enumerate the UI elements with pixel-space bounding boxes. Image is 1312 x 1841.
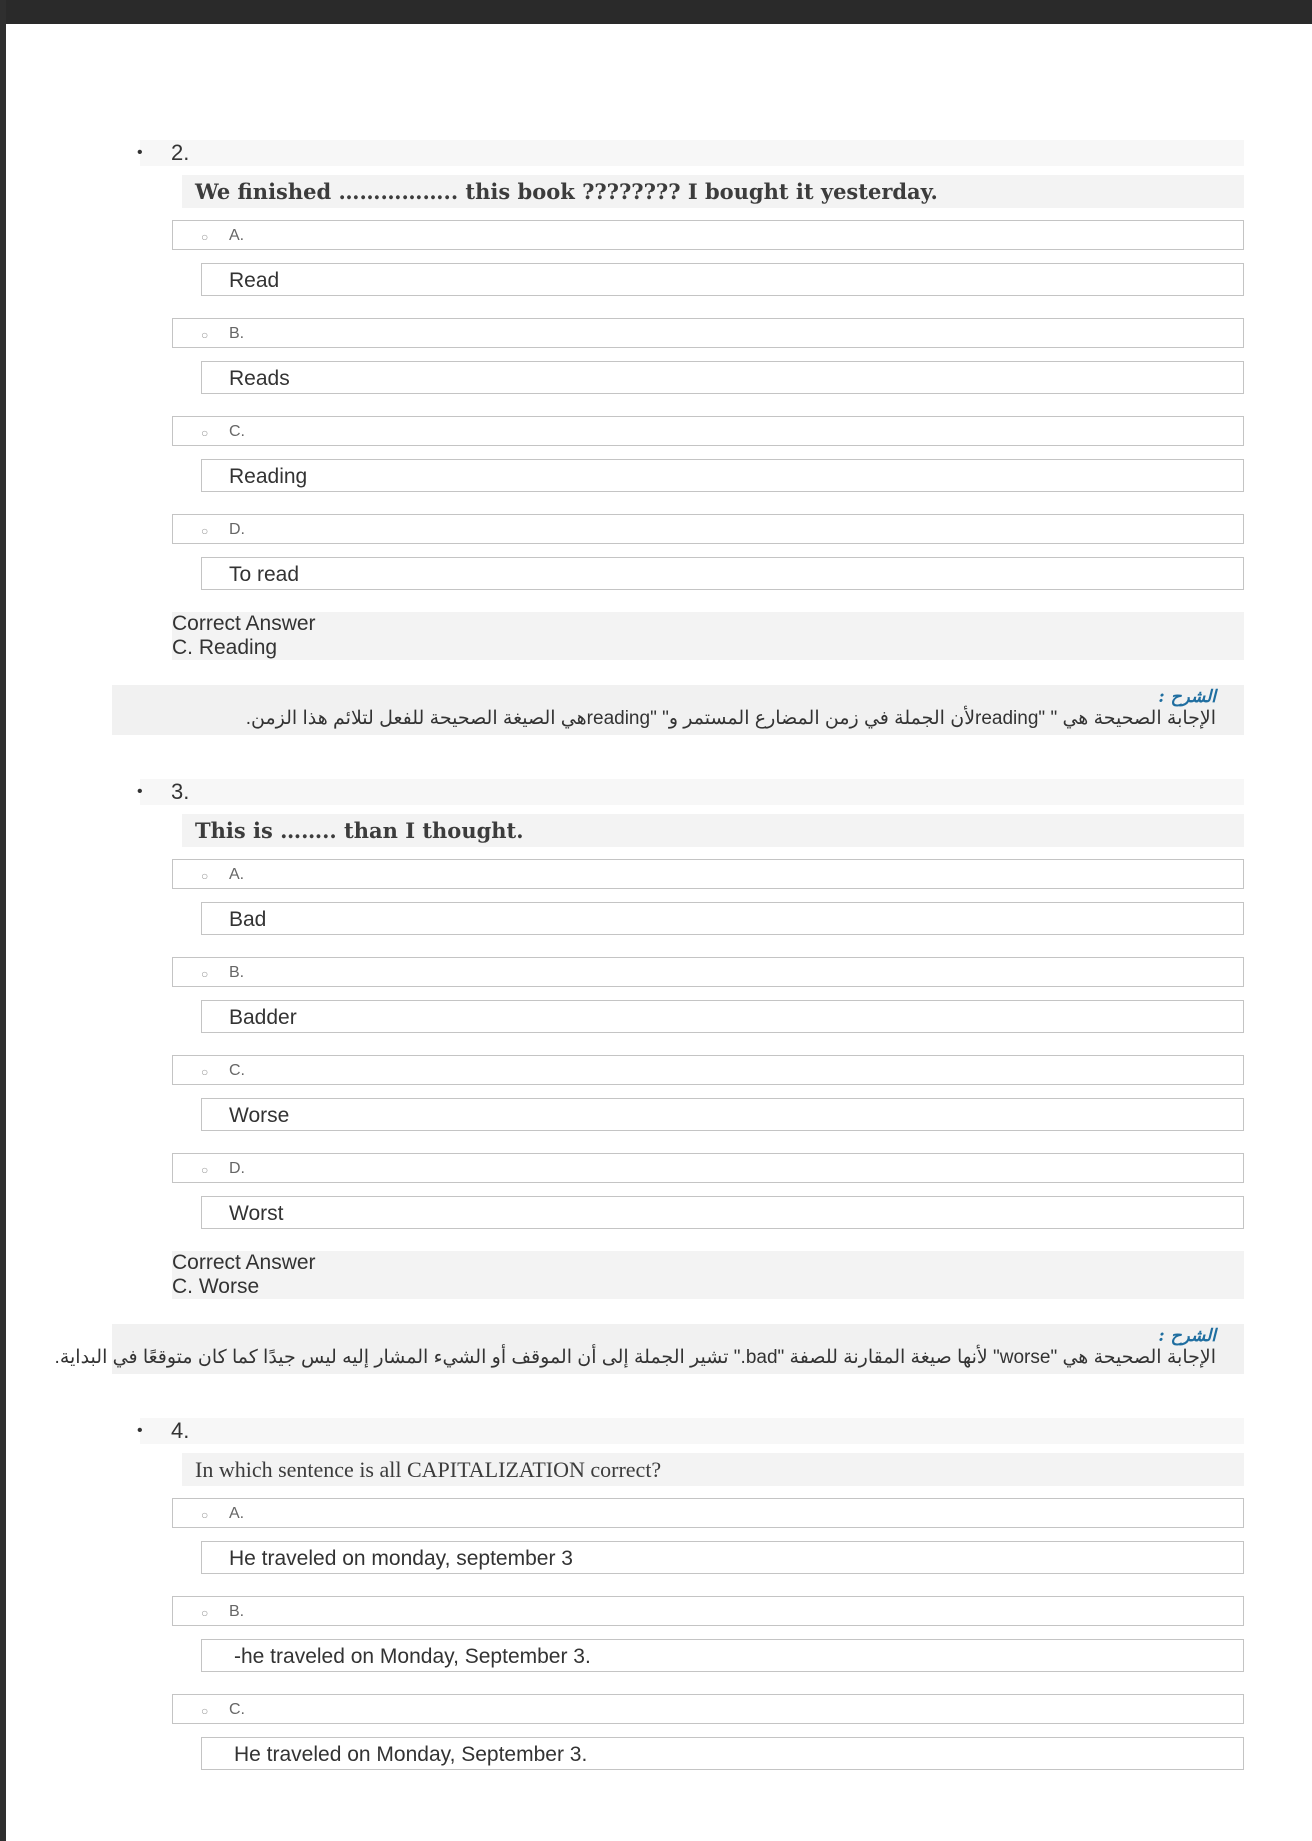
- option-letter: A.: [229, 866, 245, 883]
- option-a-text[interactable]: Bad: [201, 902, 1244, 935]
- correct-answer-label: Correct Answer: [172, 1251, 316, 1274]
- option-d-header[interactable]: [172, 514, 1244, 544]
- question-text: We finished …………….. this book ???????? I bought it yesterday.: [182, 175, 1244, 208]
- radio-circle-icon[interactable]: ○: [201, 524, 209, 538]
- explanation-text: الإجابة الصحيحة هي " "readingلأن الجملة في زمن المضارع المستمر و" "readingهي الصيغة الصحيحة للفعل لتلائم هذا الزمن.: [245, 708, 1216, 729]
- option-b-header[interactable]: [172, 1596, 1244, 1626]
- radio-circle-icon[interactable]: ○: [201, 1163, 209, 1177]
- option-a-header[interactable]: [172, 220, 1244, 250]
- option-c-text[interactable]: Reading: [201, 459, 1244, 492]
- option-letter: D.: [229, 1160, 245, 1177]
- radio-circle-icon[interactable]: ○: [201, 1704, 209, 1718]
- option-letter: B.: [229, 964, 245, 981]
- left-edge: [0, 0, 6, 1841]
- option-d-header[interactable]: [172, 1153, 1244, 1183]
- radio-circle-icon[interactable]: ○: [201, 869, 209, 883]
- radio-circle-icon[interactable]: ○: [201, 1606, 209, 1620]
- top-bar: [0, 0, 1312, 24]
- radio-circle-icon[interactable]: ○: [201, 1508, 209, 1522]
- radio-circle-icon[interactable]: ○: [201, 426, 209, 440]
- option-letter: A.: [229, 227, 245, 244]
- question-number: 3.: [171, 779, 190, 804]
- explanation-title: الشرح :: [1158, 1326, 1216, 1346]
- option-letter: C.: [229, 1701, 245, 1718]
- option-letter: A.: [229, 1505, 245, 1522]
- correct-answer-label: Correct Answer: [172, 612, 316, 635]
- bullet: •: [137, 1422, 143, 1439]
- option-c-text[interactable]: Worse: [201, 1098, 1244, 1131]
- explanation-text: الإجابة الصحيحة هي "worse" لأنها صيغة المقارنة للصفة "bad." تشير الجملة إلى أن الموقف أو الشيء المشار إليه ليس جيدًا كما كان متوقعًا في البداية.: [54, 1347, 1216, 1368]
- option-letter: B.: [229, 325, 245, 342]
- option-letter: C.: [229, 1062, 245, 1079]
- explanation-box: [54, 1324, 1244, 1374]
- option-b-text[interactable]: -he traveled on Monday, September 3.: [201, 1639, 1244, 1672]
- question-number-row: [137, 140, 1244, 166]
- bullet: •: [137, 144, 143, 161]
- explanation-box: [112, 685, 1244, 735]
- option-a-text[interactable]: Read: [201, 263, 1244, 296]
- option-c-text[interactable]: He traveled on Monday, September 3.: [201, 1737, 1244, 1770]
- question-number: 4.: [171, 1418, 190, 1443]
- option-b-header[interactable]: [172, 957, 1244, 987]
- explanation-title: الشرح :: [1158, 687, 1216, 707]
- question-number-row: [137, 779, 1244, 805]
- correct-answer-box: [172, 1251, 1244, 1299]
- option-letter: D.: [229, 521, 245, 538]
- radio-circle-icon[interactable]: ○: [201, 230, 209, 244]
- option-d-text[interactable]: To read: [201, 557, 1244, 590]
- question-number: 2.: [171, 140, 190, 165]
- option-a-header[interactable]: [172, 859, 1244, 889]
- option-b-text[interactable]: Reads: [201, 361, 1244, 394]
- option-c-header[interactable]: [172, 1694, 1244, 1724]
- radio-circle-icon[interactable]: ○: [201, 967, 209, 981]
- option-c-header[interactable]: [172, 416, 1244, 446]
- question-text: In which sentence is all CAPITALIZATION correct?: [182, 1453, 1244, 1486]
- question-text: This is …….. than I thought.: [182, 814, 1244, 847]
- radio-circle-icon[interactable]: ○: [201, 1065, 209, 1079]
- option-d-text[interactable]: Worst: [201, 1196, 1244, 1229]
- correct-answer-value: C. Worse: [172, 1275, 260, 1298]
- option-letter: B.: [229, 1603, 245, 1620]
- option-a-text[interactable]: He traveled on monday, september 3: [201, 1541, 1244, 1574]
- option-b-header[interactable]: [172, 318, 1244, 348]
- question-number-row: [137, 1418, 1244, 1444]
- option-a-header[interactable]: [172, 1498, 1244, 1528]
- correct-answer-value: C. Reading: [172, 636, 278, 659]
- bullet: •: [137, 783, 143, 800]
- correct-answer-box: [172, 612, 1244, 660]
- option-letter: C.: [229, 423, 245, 440]
- option-c-header[interactable]: [172, 1055, 1244, 1085]
- option-b-text[interactable]: Badder: [201, 1000, 1244, 1033]
- radio-circle-icon[interactable]: ○: [201, 328, 209, 342]
